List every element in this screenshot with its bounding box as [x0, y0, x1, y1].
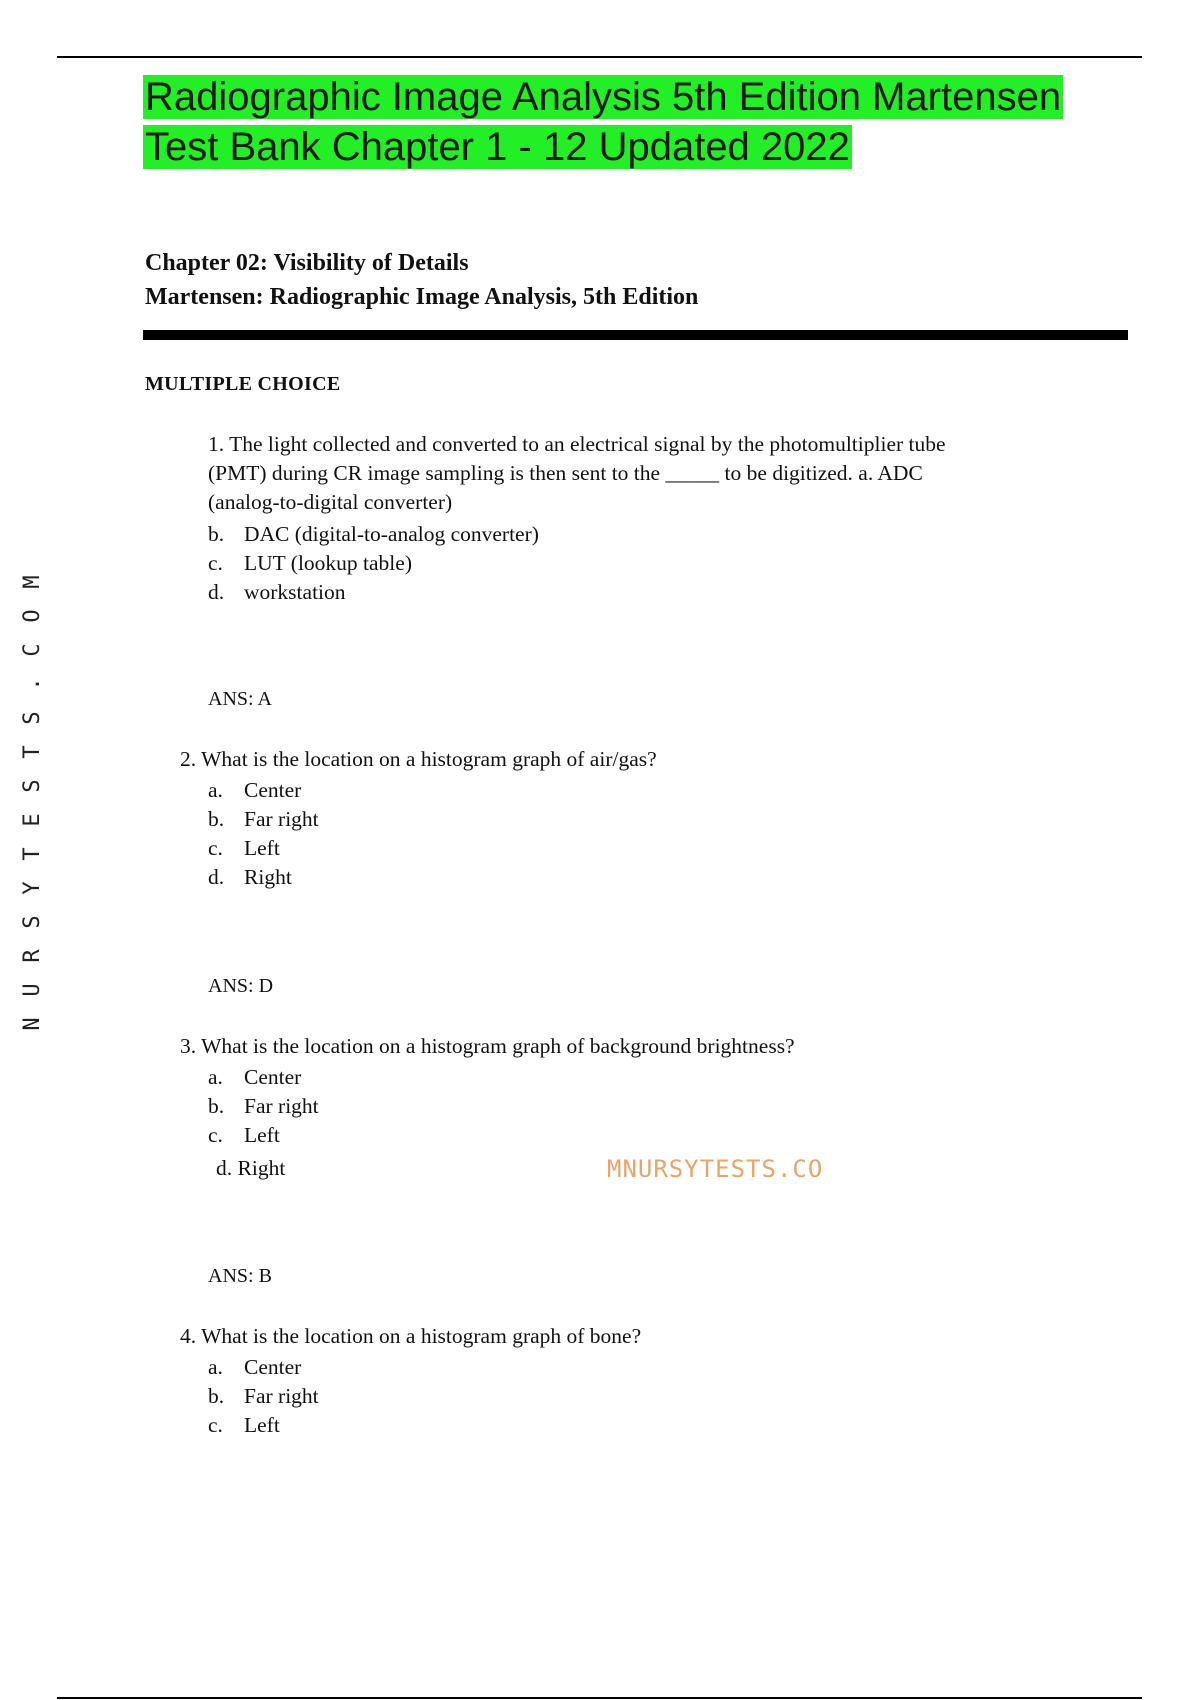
- question-1-line-3: (analog-to-digital converter): [208, 490, 453, 514]
- side-watermark-char: S: [20, 779, 45, 793]
- question-3-option-d: [216, 1154, 285, 1183]
- side-watermark-char: U: [20, 983, 45, 997]
- side-watermark-char: Y: [20, 881, 45, 895]
- option-letter: d.: [208, 580, 225, 604]
- option-text: Center: [244, 1065, 302, 1089]
- question-3-option-b: [208, 1092, 319, 1121]
- option-text: Far right: [244, 1094, 319, 1118]
- option-letter: d.: [216, 1156, 233, 1180]
- option-text: LUT (lookup table): [244, 551, 412, 575]
- option-letter: b.: [208, 1094, 225, 1118]
- question-1-option-d: [208, 578, 346, 607]
- option-letter: b.: [208, 807, 225, 831]
- option-text: Center: [244, 778, 302, 802]
- option-text: Right: [244, 865, 292, 889]
- side-watermark-char: O: [20, 609, 45, 623]
- document-title: [143, 72, 1063, 172]
- side-watermark-char: S: [20, 711, 45, 725]
- option-text: Left: [244, 1123, 280, 1147]
- option-text: Far right: [244, 1384, 319, 1408]
- side-watermark-char: S: [20, 915, 45, 929]
- option-letter: a.: [208, 1355, 223, 1379]
- title-line-2: Test Bank Chapter 1 - 12 Updated 2022: [145, 125, 850, 169]
- center-watermark: MNURSYTESTS.CO: [607, 1155, 824, 1183]
- side-watermark-char: T: [20, 745, 45, 759]
- option-letter: b.: [208, 1384, 225, 1408]
- option-letter: a.: [208, 778, 223, 802]
- side-watermark-char: C: [20, 643, 45, 657]
- question-2-line-1: 2. What is the location on a histogram graph of air/gas?: [180, 747, 657, 771]
- bottom-rule: [57, 1697, 1142, 1699]
- question-3-line-1: 3. What is the location on a histogram graph of background brightness?: [180, 1034, 795, 1058]
- question-4-option-b: [208, 1382, 319, 1411]
- side-watermark: [18, 565, 48, 1041]
- question-4-line-1: 4. What is the location on a histogram graph of bone?: [180, 1324, 642, 1348]
- question-3-option-a: [208, 1063, 301, 1092]
- book-line: Martensen: Radiographic Image Analysis, 5th Edition: [145, 284, 699, 310]
- option-letter: d.: [208, 865, 225, 889]
- question-1-line-1: 1. The light collected and converted to an electrical signal by the photomultiplier tube: [208, 432, 946, 456]
- section-divider: [143, 330, 1128, 340]
- side-watermark-char: E: [20, 813, 45, 827]
- question-1-option-c: [208, 549, 412, 578]
- option-letter: c.: [208, 551, 223, 575]
- side-watermark-char: N: [20, 1017, 45, 1031]
- option-letter: c.: [208, 836, 223, 860]
- question-1: [208, 430, 946, 517]
- question-2-option-d: [208, 863, 292, 892]
- question-2-option-a: [208, 776, 301, 805]
- option-letter: c.: [208, 1413, 223, 1437]
- option-text: Far right: [244, 807, 319, 831]
- option-text: Center: [244, 1355, 302, 1379]
- question-1-option-b: [208, 520, 539, 549]
- chapter-heading: [145, 246, 698, 314]
- question-2-option-c: [208, 834, 280, 863]
- question-2-answer: ANS: D: [208, 975, 274, 997]
- question-1-answer: ANS: A: [208, 688, 272, 710]
- option-letter: c.: [208, 1123, 223, 1147]
- option-text: Right: [237, 1156, 286, 1180]
- question-2-option-b: [208, 805, 319, 834]
- question-1-line-2: (PMT) during CR image sampling is then sent to the _____ to be digitized. a. ADC: [208, 461, 923, 485]
- section-heading: MULTIPLE CHOICE: [145, 373, 341, 395]
- question-2: [180, 745, 657, 774]
- question-3: [180, 1032, 795, 1061]
- question-4-option-a: [208, 1353, 301, 1382]
- question-4: [180, 1322, 641, 1351]
- side-watermark-char: R: [20, 949, 45, 963]
- option-text: workstation: [244, 580, 346, 604]
- question-3-option-c: [208, 1121, 280, 1150]
- title-line-1: Radiographic Image Analysis 5th Edition Martensen: [145, 75, 1062, 119]
- side-watermark-char: M: [20, 575, 45, 589]
- side-watermark-char: .: [20, 677, 45, 691]
- question-3-answer: ANS: B: [208, 1265, 272, 1287]
- option-letter: a.: [208, 1065, 223, 1089]
- option-text: Left: [244, 1413, 280, 1437]
- option-text: DAC (digital-to-analog converter): [244, 522, 539, 546]
- option-text: Left: [244, 836, 280, 860]
- question-4-option-c: [208, 1411, 280, 1440]
- option-letter: b.: [208, 522, 225, 546]
- side-watermark-char: T: [20, 847, 45, 861]
- top-rule: [57, 56, 1142, 58]
- chapter-line: Chapter 02: Visibility of Details: [145, 250, 469, 276]
